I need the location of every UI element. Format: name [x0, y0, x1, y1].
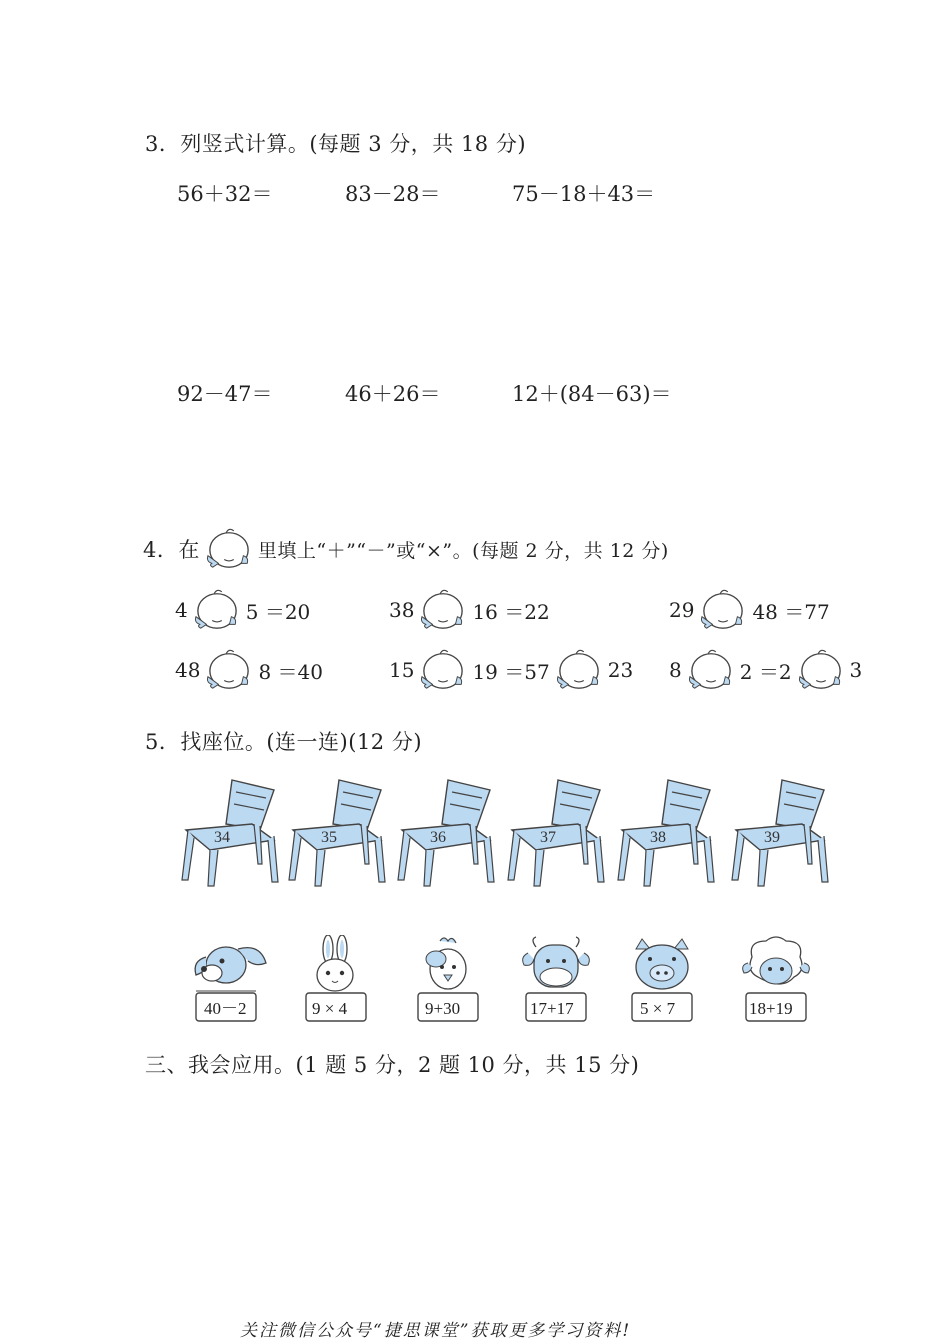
q4-item: [669, 588, 830, 632]
chair-39[interactable]: [730, 778, 830, 888]
chair-number: 36: [430, 829, 446, 846]
sheep-icon: [743, 937, 810, 984]
q4-item: [175, 588, 310, 632]
chair-number: 38: [650, 829, 666, 846]
q4-item: [389, 648, 633, 692]
card-expression: 5 × 7: [640, 999, 676, 1018]
q4-item: [389, 588, 550, 632]
footer-text: 关注微信公众号“捷思课堂”获取更多学习资料!: [240, 1321, 632, 1341]
q3-expr-6: 12＋(84－63)＝: [512, 382, 672, 406]
q4-heading-prefix: 4．在: [143, 538, 200, 562]
circle-blank-icon[interactable]: [418, 648, 468, 692]
chick-animal[interactable]: [412, 935, 492, 1025]
card-expression: 40－2: [204, 999, 247, 1018]
card-expression: 17+17: [530, 999, 574, 1018]
q4-result: 19 ＝57: [472, 659, 550, 684]
cow-icon: [523, 937, 590, 987]
q4-operand: 48: [175, 658, 201, 682]
section3-heading: 三、我会应用。(1 题 5 分，2 题 10 分，共 15 分): [145, 1053, 640, 1077]
chair-number: 37: [540, 829, 556, 846]
circle-blank-icon[interactable]: [686, 648, 736, 692]
q3-expr-1: 56＋32＝: [177, 182, 273, 206]
cow-animal[interactable]: [520, 935, 600, 1025]
q3-heading: 3．列竖式计算。(每题 3 分，共 18 分): [145, 132, 527, 156]
q4-item: [669, 648, 862, 692]
chick-icon: [426, 938, 466, 989]
q4-heading-suffix: 里填上“＋”“－”或“×”。(每题 2 分，共 12 分): [257, 539, 669, 562]
chair-number: 34: [214, 829, 230, 846]
card-expression: 9 × 4: [312, 999, 348, 1018]
q5-heading: 5．找座位。(连一连)(12 分): [145, 730, 423, 754]
chair-38[interactable]: [616, 778, 716, 888]
chair-35[interactable]: [287, 778, 387, 888]
q4-heading: [143, 527, 669, 571]
q4-item: [175, 648, 323, 692]
q4-operand: 8: [669, 658, 682, 682]
circle-blank-icon[interactable]: [204, 648, 254, 692]
pig-icon: [636, 939, 688, 989]
circle-blank-icon[interactable]: [418, 588, 468, 632]
q4-result: 5 ＝20: [245, 599, 311, 624]
card-expression: 18+19: [749, 999, 793, 1018]
q4-result: 8 ＝40: [258, 659, 323, 684]
rabbit-animal[interactable]: [300, 935, 380, 1025]
circle-blank-icon[interactable]: [796, 648, 846, 692]
q4-operand: 29: [669, 598, 695, 622]
rabbit-icon: [317, 935, 353, 991]
circle-blank-icon[interactable]: [192, 588, 242, 632]
q4-operand: 4: [175, 598, 188, 622]
q4-operand: 38: [389, 598, 415, 622]
q4-result: 2 ＝2: [739, 659, 792, 684]
q3-expr-2: 83－28＝: [345, 182, 441, 206]
sheep-animal[interactable]: [740, 935, 820, 1025]
q4-result: 16 ＝22: [472, 599, 550, 624]
q4-answer: 3: [849, 658, 863, 682]
chair-number: 39: [764, 829, 780, 846]
circle-blank-icon[interactable]: [554, 648, 604, 692]
pig-animal[interactable]: [626, 935, 706, 1025]
circle-blank-icon: [204, 527, 254, 571]
q3-expr-3: 75－18＋43＝: [512, 182, 656, 206]
dog-animal[interactable]: [190, 935, 270, 1025]
chair-number: 35: [321, 829, 337, 846]
chair-36[interactable]: [396, 778, 496, 888]
card-expression: 9+30: [425, 999, 461, 1018]
dog-icon: [195, 947, 266, 991]
chair-37[interactable]: [506, 778, 606, 888]
q4-operand: 15: [389, 658, 415, 682]
q4-answer: 23: [607, 658, 634, 682]
q3-expr-5: 46＋26＝: [345, 382, 441, 406]
chair-34[interactable]: [180, 778, 280, 888]
circle-blank-icon[interactable]: [698, 588, 748, 632]
q4-result: 48 ＝77: [752, 599, 830, 624]
q3-expr-4: 92－47＝: [177, 382, 273, 406]
